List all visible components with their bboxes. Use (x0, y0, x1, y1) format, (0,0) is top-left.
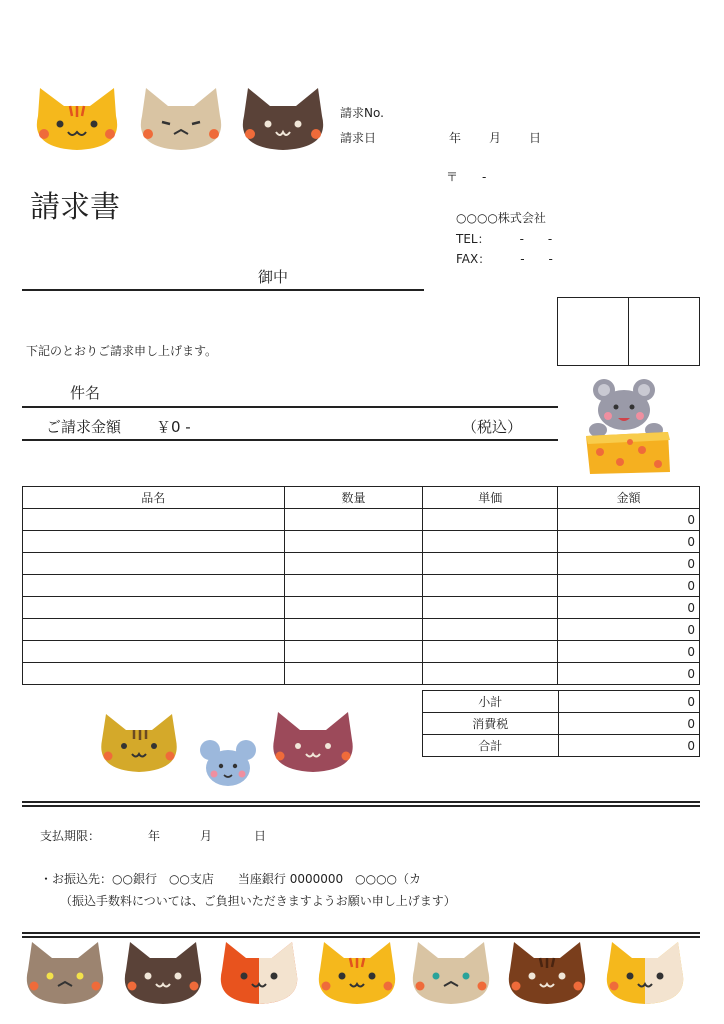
col-header-item: 品名 (23, 487, 285, 509)
subject-label: 件名 (70, 384, 101, 402)
unit-price-cell[interactable] (423, 553, 558, 575)
amount-cell[interactable]: 0 (558, 531, 700, 553)
divider-bottom-2 (22, 936, 700, 938)
unit-price-cell[interactable] (423, 509, 558, 531)
sender-postal: 〒 - (446, 170, 487, 184)
sender-fax: FAX： - - (456, 252, 553, 266)
beige-cat-icon (134, 86, 228, 152)
amount-cell[interactable]: 0 (558, 619, 700, 641)
item-name-cell[interactable] (23, 531, 285, 553)
tax-row (423, 713, 700, 735)
qty-cell[interactable] (284, 553, 423, 575)
table-row (23, 663, 700, 685)
deadline-label: 支払期限： (40, 829, 101, 843)
amount-cell[interactable]: 0 (558, 575, 700, 597)
intro-text: 下記のとおりご請求申し上げます。 (26, 344, 218, 358)
table-row (23, 553, 700, 575)
divider-top-2 (22, 805, 700, 807)
unit-price-cell[interactable] (423, 641, 558, 663)
item-name-cell[interactable] (23, 575, 285, 597)
subtotal-value[interactable]: 0 (558, 691, 699, 713)
table-row (23, 575, 700, 597)
amount-cell[interactable]: 0 (558, 641, 700, 663)
beige-cat-bottom-icon (413, 942, 489, 1004)
unit-price-cell[interactable] (423, 531, 558, 553)
summary-table (422, 690, 700, 757)
orange-cat-bottom-icon (319, 942, 395, 1004)
deadline-year: 年 (148, 829, 161, 843)
stamp-box-2 (628, 297, 700, 366)
amount-cell[interactable]: 0 (558, 597, 700, 619)
invoice-date-year: 年 (449, 131, 462, 145)
amount-label: ご請求金額 (46, 418, 122, 436)
addressee-suffix: 御中 (258, 268, 289, 286)
chestnut-cat-icon (509, 942, 585, 1004)
brown-grey-cat-icon (27, 942, 103, 1004)
bank-info: ・お振込先：○○銀行 ○○支店 当座銀行 0000000 ○○○○（カ (40, 872, 422, 886)
invoice-date-day: 日 (529, 131, 542, 145)
total-value[interactable]: 0 (558, 735, 699, 757)
orange-cat-icon (30, 86, 124, 152)
subject-underline (22, 406, 558, 408)
table-row (23, 619, 700, 641)
unit-price-cell[interactable] (423, 663, 558, 685)
tax-note: （税込） (462, 418, 523, 436)
mauve-cat-icon (268, 710, 358, 774)
mustard-cat-icon (96, 712, 182, 774)
sender-company: ○○○○株式会社 (456, 211, 546, 225)
total-label: 合計 (423, 735, 559, 757)
item-name-cell[interactable] (23, 663, 285, 685)
invoice-date-label: 請求日 (340, 131, 377, 145)
invoice-no-label: 請求No. (340, 106, 384, 120)
amount-cell[interactable]: 0 (558, 553, 700, 575)
yellow-calico-cat-icon (607, 942, 683, 1004)
qty-cell[interactable] (284, 575, 423, 597)
tax-value[interactable]: 0 (558, 713, 699, 735)
amount-underline (22, 439, 558, 441)
amount-cell[interactable]: 0 (558, 509, 700, 531)
divider-top-1 (22, 801, 700, 803)
qty-cell[interactable] (284, 597, 423, 619)
qty-cell[interactable] (284, 663, 423, 685)
deadline-day: 日 (254, 829, 267, 843)
bottom-cat-row (18, 940, 708, 1006)
item-name-cell[interactable] (23, 641, 285, 663)
dark-cat-icon (236, 86, 330, 152)
col-header-amount: 金額 (558, 487, 700, 509)
table-row (23, 531, 700, 553)
amount-value: ￥0 - (156, 418, 191, 436)
tax-label: 消費税 (423, 713, 559, 735)
sender-tel: TEL： - - (456, 232, 553, 246)
unit-price-cell[interactable] (423, 619, 558, 641)
col-header-unit-price: 単価 (423, 487, 558, 509)
items-table (22, 486, 700, 685)
item-name-cell[interactable] (23, 509, 285, 531)
subtotal-row (423, 691, 700, 713)
table-row (23, 597, 700, 619)
qty-cell[interactable] (284, 531, 423, 553)
unit-price-cell[interactable] (423, 597, 558, 619)
page-title: 請求書 (30, 190, 120, 225)
item-name-cell[interactable] (23, 553, 285, 575)
deadline-month: 月 (200, 829, 213, 843)
amount-cell[interactable]: 0 (558, 663, 700, 685)
col-header-qty: 数量 (284, 487, 423, 509)
stamp-box-1 (557, 297, 629, 366)
total-row (423, 735, 700, 757)
item-name-cell[interactable] (23, 619, 285, 641)
qty-cell[interactable] (284, 619, 423, 641)
subtotal-label: 小計 (423, 691, 559, 713)
invoice-date-month: 月 (489, 131, 502, 145)
item-name-cell[interactable] (23, 597, 285, 619)
table-header-row (23, 487, 700, 509)
dark-cat-bottom-icon (125, 942, 201, 1004)
qty-cell[interactable] (284, 641, 423, 663)
unit-price-cell[interactable] (423, 575, 558, 597)
table-row (23, 641, 700, 663)
calico-cat-icon (221, 942, 297, 1004)
addressee-underline (22, 289, 424, 291)
blue-mouse-icon (198, 738, 258, 788)
divider-bottom-1 (22, 932, 700, 934)
mouse-cheese-icon (584, 376, 672, 478)
table-row (23, 509, 700, 531)
qty-cell[interactable] (284, 509, 423, 531)
fee-note: （振込手数料については、ご負担いただきますようお願い申し上げます） (60, 894, 456, 908)
